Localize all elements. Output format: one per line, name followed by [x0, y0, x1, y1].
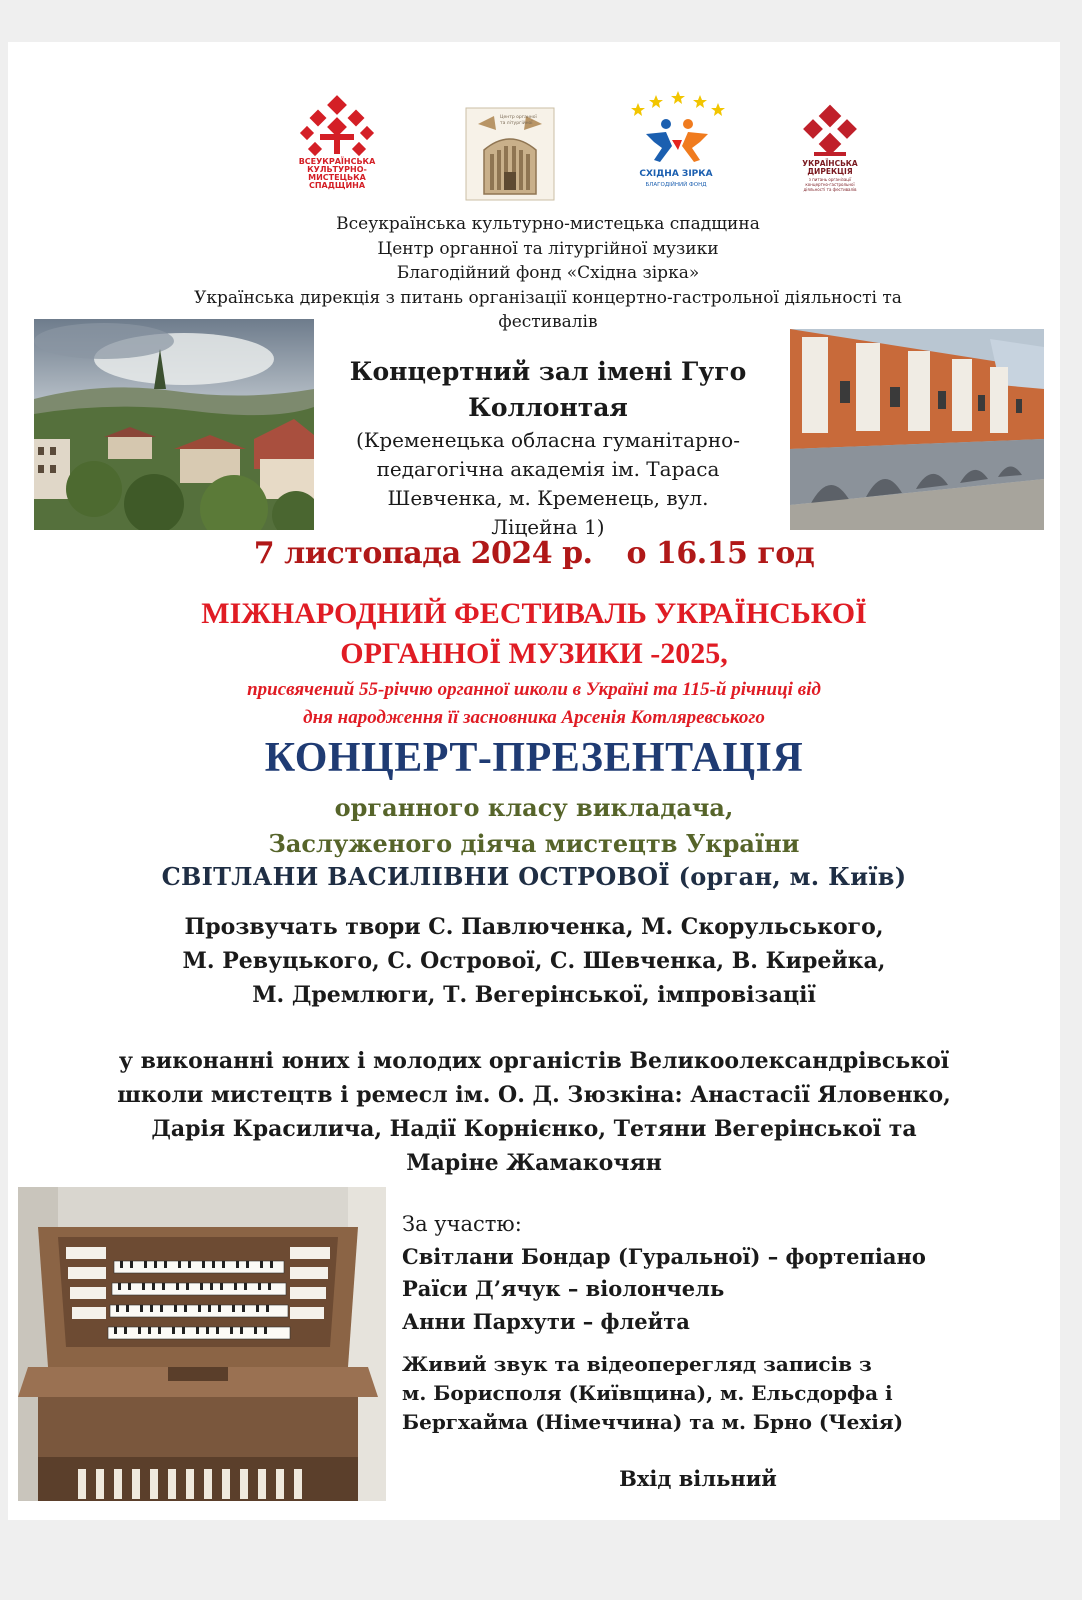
festival-title-line: МІЖНАРОДНИЙ ФЕСТИВАЛЬ УКРАЇНСЬКОЇ [201, 597, 867, 630]
organizer-line: Центр органної та літургійної музики [377, 238, 719, 259]
participant: Раїси Д’ячук – віолончель [402, 1276, 725, 1301]
live-line: Живий звук та відеоперегляд записів з [402, 1352, 872, 1376]
live-line: м. Бориcполя (Київщина), м. Ельсдорфа і [402, 1381, 893, 1405]
live-sound-note [402, 1350, 1052, 1437]
event-time: о 16.15 год [626, 536, 815, 571]
dedication-line: присвячений 55-річчю органної школи в Україні та 115-й річниці від [247, 679, 821, 700]
participation-block [402, 1208, 1052, 1338]
venue-title-line: Коллонтая [468, 393, 628, 422]
poster [8, 42, 1060, 1520]
svg-text:УКРАЇНСЬКА: УКРАЇНСЬКА [802, 159, 858, 168]
class-line: Заслуженого діяча мистецтв України [268, 829, 800, 858]
svg-text:МИСТЕЦЬКА: МИСТЕЦЬКА [308, 173, 366, 182]
svg-text:БЛАГОДІЙНИЙ ФОНД: БЛАГОДІЙНИЙ ФОНД [645, 182, 707, 188]
performers-list [8, 1044, 1060, 1180]
performers-line: Дарія Красилича, Надії Корнієнко, Тетяни Вегерінської та [151, 1116, 917, 1142]
organ-console-photo [18, 1187, 386, 1501]
dedication-line: дня народження її засновника Арсенія Котляревського [303, 707, 765, 728]
works-line: Прозвучать твори С. Павлюченка, М. Скорульського, [184, 914, 884, 940]
kremenets-landscape-photo [34, 319, 314, 530]
event-date: 7 листопада 2024 р. [253, 536, 593, 571]
works-line: М. Дремлюги, Т. Вегерінської, імпровізації [252, 982, 816, 1008]
svg-text:діяльності та фестивалів: діяльності та фестивалів [803, 187, 857, 192]
festival-dedication [8, 676, 1060, 732]
svg-text:та літургійної: та літургійної [500, 121, 533, 126]
works-line: М. Ревуцького, С. Острової, С. Шевченка, В. Кирейка, [182, 948, 886, 974]
organizer-line: Благодійний фонд «Східна зірка» [396, 263, 700, 283]
ukrainian-directorate-logo [790, 104, 870, 196]
organ-music-center-logo [460, 106, 560, 202]
skhidna-zirka-logo [626, 90, 726, 194]
venue-address-line: (Кременецька обласна гуманітарно- [356, 428, 740, 452]
festival-title-line: ОРГАННОЇ МУЗИКИ -2025, [340, 637, 728, 670]
vseukrainska-spadshchyna-logo [280, 90, 394, 190]
organizer-line: Всеукраїнська культурно-мистецька спадщина [336, 214, 760, 234]
organizers-list [158, 212, 938, 335]
organizer-line: фестивалів [498, 312, 598, 332]
venue-address [343, 426, 753, 542]
organ-class-description [8, 790, 1060, 862]
venue-address-line: педагогічна академія ім. Тараса [376, 457, 720, 481]
class-line: органного класу викладача, [334, 793, 734, 822]
performers-line: у виконанні юних і молодих органістів Великоолександрівської [118, 1048, 950, 1074]
venue-title [333, 354, 763, 426]
organizer-line: Українська дирекція з питань організації концертно-гастрольної діяльності та [194, 287, 902, 308]
venue-title-line: Концертний зал імені Гуго [349, 357, 747, 386]
soloist-name: СВІТЛАНИ ВАСИЛІВНИ ОСТРОВОЇ (орган, м. Київ) [161, 862, 907, 891]
svg-text:ДИРЕКЦІЯ: ДИРЕКЦІЯ [807, 167, 853, 176]
svg-text:СПАДЩИНА: СПАДЩИНА [308, 181, 366, 190]
works-list [8, 910, 1060, 1012]
svg-text:КУЛЬТУРНО-: КУЛЬТУРНО- [307, 165, 367, 174]
free-entry-note: Вхід вільний [619, 1466, 777, 1491]
academy-building-photo [790, 329, 1044, 530]
venue-address-line: Шевченка, м. Кременець, вул. Ліцейна 1) [387, 486, 709, 539]
participation-label: За участю: [402, 1212, 522, 1236]
participant: Світлани Бондар (Гуральної) – фортепіано [402, 1243, 926, 1269]
svg-text:Центр органної: Центр органної [500, 115, 537, 120]
live-line: Бергхайма (Німеччина) та м. Брно (Чехія) [402, 1410, 904, 1434]
svg-text:ВСЕУКРАЇНСЬКА: ВСЕУКРАЇНСЬКА [298, 157, 376, 166]
concert-title: КОНЦЕРТ-ПРЕЗЕНТАЦІЯ [264, 735, 804, 781]
festival-title [8, 594, 1060, 674]
participant: Анни Пархути – флейта [402, 1308, 690, 1334]
performers-line: школи мистецтв і ремесл ім. О. Д. Зюзкіна: Анастасії Яловенко, [117, 1082, 951, 1108]
svg-text:з питань організації: з питань організації [808, 177, 852, 182]
event-datetime [8, 536, 1060, 571]
performers-line: Маріне Жамакочян [406, 1150, 662, 1176]
svg-text:СХІДНА ЗІРКА: СХІДНА ЗІРКА [639, 169, 713, 179]
svg-text:концертно-гастрольної: концертно-гастрольної [805, 182, 855, 187]
